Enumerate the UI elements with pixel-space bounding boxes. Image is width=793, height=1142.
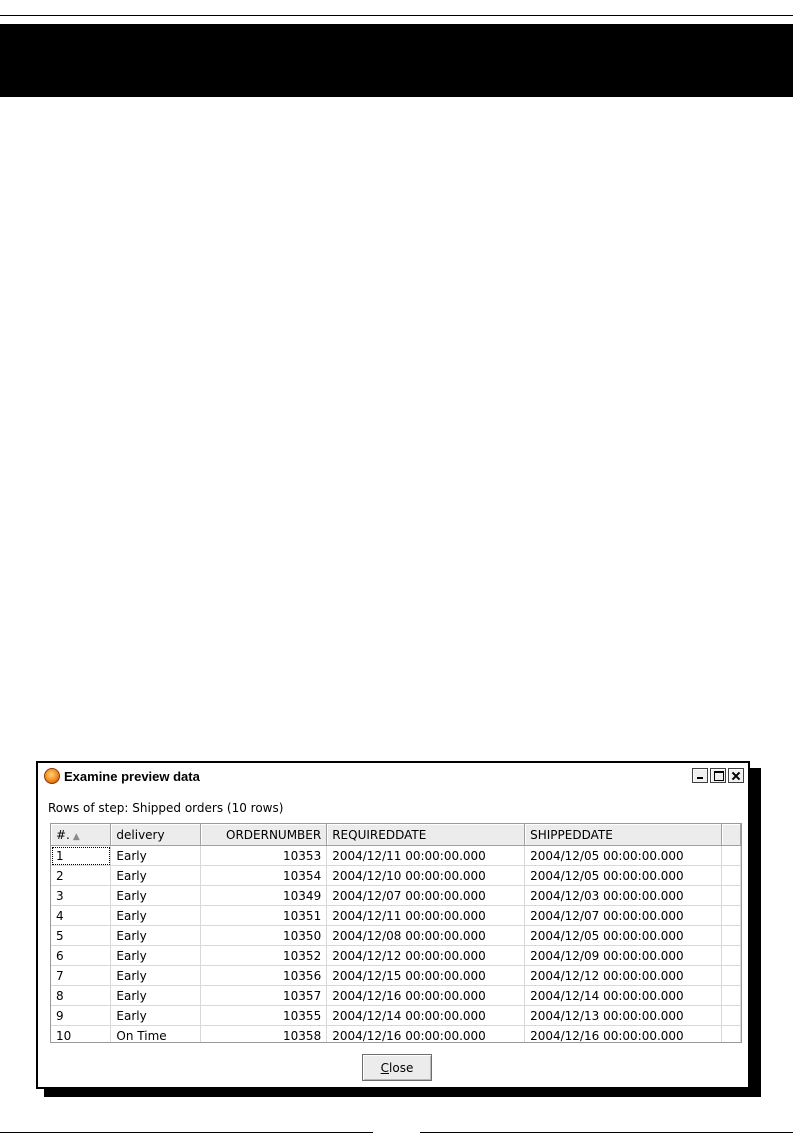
step-rows-label: Rows of step: Shipped orders (10 rows) [48, 801, 284, 815]
cell-ordernumber[interactable]: 10355 [201, 1006, 327, 1026]
window-controls [692, 768, 744, 783]
preview-data-grid[interactable] [50, 823, 742, 1043]
cell-filler [721, 946, 740, 966]
cell-filler [721, 1026, 740, 1044]
cell-index[interactable]: 5 [51, 926, 111, 946]
cell-shippeddate[interactable]: 2004/12/14 00:00:00.000 [525, 986, 722, 1006]
cell-shippeddate[interactable]: 2004/12/09 00:00:00.000 [525, 946, 722, 966]
cell-index[interactable]: 1 [51, 846, 111, 866]
cell-requireddate[interactable]: 2004/12/11 00:00:00.000 [327, 906, 525, 926]
cell-ordernumber[interactable]: 10352 [201, 946, 327, 966]
cell-index[interactable]: 3 [51, 886, 111, 906]
cell-ordernumber[interactable]: 10349 [201, 886, 327, 906]
cell-filler [721, 906, 740, 926]
cell-index[interactable]: 2 [51, 866, 111, 886]
minimize-button[interactable] [692, 768, 708, 783]
column-header-ordernumber[interactable]: ORDERNUMBER [201, 824, 327, 846]
cell-requireddate[interactable]: 2004/12/08 00:00:00.000 [327, 926, 525, 946]
cell-delivery[interactable]: Early [111, 1006, 201, 1026]
table-row[interactable] [51, 926, 741, 946]
cell-requireddate[interactable]: 2004/12/12 00:00:00.000 [327, 946, 525, 966]
column-header-delivery[interactable]: delivery [111, 824, 201, 846]
cell-filler [721, 886, 740, 906]
cell-requireddate[interactable]: 2004/12/07 00:00:00.000 [327, 886, 525, 906]
cell-delivery[interactable]: Early [111, 966, 201, 986]
cell-filler [721, 846, 740, 866]
table-row[interactable] [51, 846, 741, 866]
cell-delivery[interactable]: Early [111, 986, 201, 1006]
chapter-header-bar [0, 24, 793, 97]
cell-requireddate[interactable]: 2004/12/16 00:00:00.000 [327, 986, 525, 1006]
cell-ordernumber[interactable]: 10350 [201, 926, 327, 946]
cell-ordernumber[interactable]: 10353 [201, 846, 327, 866]
cell-index[interactable]: 7 [51, 966, 111, 986]
cell-delivery[interactable]: On Time [111, 1026, 201, 1044]
examine-preview-dialog [36, 761, 750, 1089]
cell-filler [721, 966, 740, 986]
page-top-rule [0, 15, 793, 16]
cell-shippeddate[interactable]: 2004/12/05 00:00:00.000 [525, 926, 722, 946]
cell-requireddate[interactable]: 2004/12/11 00:00:00.000 [327, 846, 525, 866]
footer-rule-right [420, 1132, 793, 1133]
cell-filler [721, 866, 740, 886]
app-logo-icon [44, 768, 60, 784]
cell-ordernumber[interactable]: 10354 [201, 866, 327, 886]
table-row[interactable] [51, 946, 741, 966]
cell-filler [721, 1006, 740, 1026]
footer-rule-left [0, 1132, 373, 1133]
cell-shippeddate[interactable]: 2004/12/13 00:00:00.000 [525, 1006, 722, 1026]
column-header-shippeddate[interactable]: SHIPPEDDATE [525, 824, 722, 846]
table-row[interactable] [51, 1026, 741, 1044]
table-row[interactable] [51, 986, 741, 1006]
table-row[interactable] [51, 866, 741, 886]
cell-shippeddate[interactable]: 2004/12/05 00:00:00.000 [525, 866, 722, 886]
cell-requireddate[interactable]: 2004/12/10 00:00:00.000 [327, 866, 525, 886]
sort-ascending-icon: ▲ [72, 831, 80, 842]
cell-requireddate[interactable]: 2004/12/14 00:00:00.000 [327, 1006, 525, 1026]
dialog-titlebar[interactable] [40, 765, 746, 787]
table-row[interactable] [51, 1006, 741, 1026]
column-header-requireddate[interactable]: REQUIREDDATE [327, 824, 525, 846]
cell-ordernumber[interactable]: 10357 [201, 986, 327, 1006]
cell-filler [721, 986, 740, 1006]
cell-filler [721, 926, 740, 946]
preview-table [51, 824, 741, 1043]
table-header-row [51, 824, 741, 846]
column-header-index[interactable]: #. ▲ [51, 824, 111, 846]
cell-shippeddate[interactable]: 2004/12/16 00:00:00.000 [525, 1026, 722, 1044]
table-row[interactable] [51, 886, 741, 906]
cell-delivery[interactable]: Early [111, 926, 201, 946]
cell-shippeddate[interactable]: 2004/12/03 00:00:00.000 [525, 886, 722, 906]
column-header-filler [721, 824, 740, 846]
table-body [51, 846, 741, 1044]
cell-delivery[interactable]: Early [111, 946, 201, 966]
cell-delivery[interactable]: Early [111, 886, 201, 906]
cell-delivery[interactable]: Early [111, 906, 201, 926]
cell-ordernumber[interactable]: 10351 [201, 906, 327, 926]
cell-index[interactable]: 6 [51, 946, 111, 966]
cell-ordernumber[interactable]: 10358 [201, 1026, 327, 1044]
table-row[interactable] [51, 906, 741, 926]
close-button[interactable]: C lose [362, 1054, 432, 1081]
cell-index[interactable]: 8 [51, 986, 111, 1006]
cell-index[interactable]: 4 [51, 906, 111, 926]
maximize-button[interactable] [710, 768, 726, 783]
window-close-button[interactable] [728, 768, 744, 783]
cell-requireddate[interactable]: 2004/12/15 00:00:00.000 [327, 966, 525, 986]
cell-delivery[interactable]: Early [111, 866, 201, 886]
cell-index[interactable]: 9 [51, 1006, 111, 1026]
cell-requireddate[interactable]: 2004/12/16 00:00:00.000 [327, 1026, 525, 1044]
dialog-title: Examine preview data [64, 768, 200, 784]
cell-shippeddate[interactable]: 2004/12/12 00:00:00.000 [525, 966, 722, 986]
cell-shippeddate[interactable]: 2004/12/05 00:00:00.000 [525, 846, 722, 866]
cell-shippeddate[interactable]: 2004/12/07 00:00:00.000 [525, 906, 722, 926]
table-row[interactable] [51, 966, 741, 986]
cell-index[interactable]: 10 [51, 1026, 111, 1044]
cell-ordernumber[interactable]: 10356 [201, 966, 327, 986]
cell-delivery[interactable]: Early [111, 846, 201, 866]
